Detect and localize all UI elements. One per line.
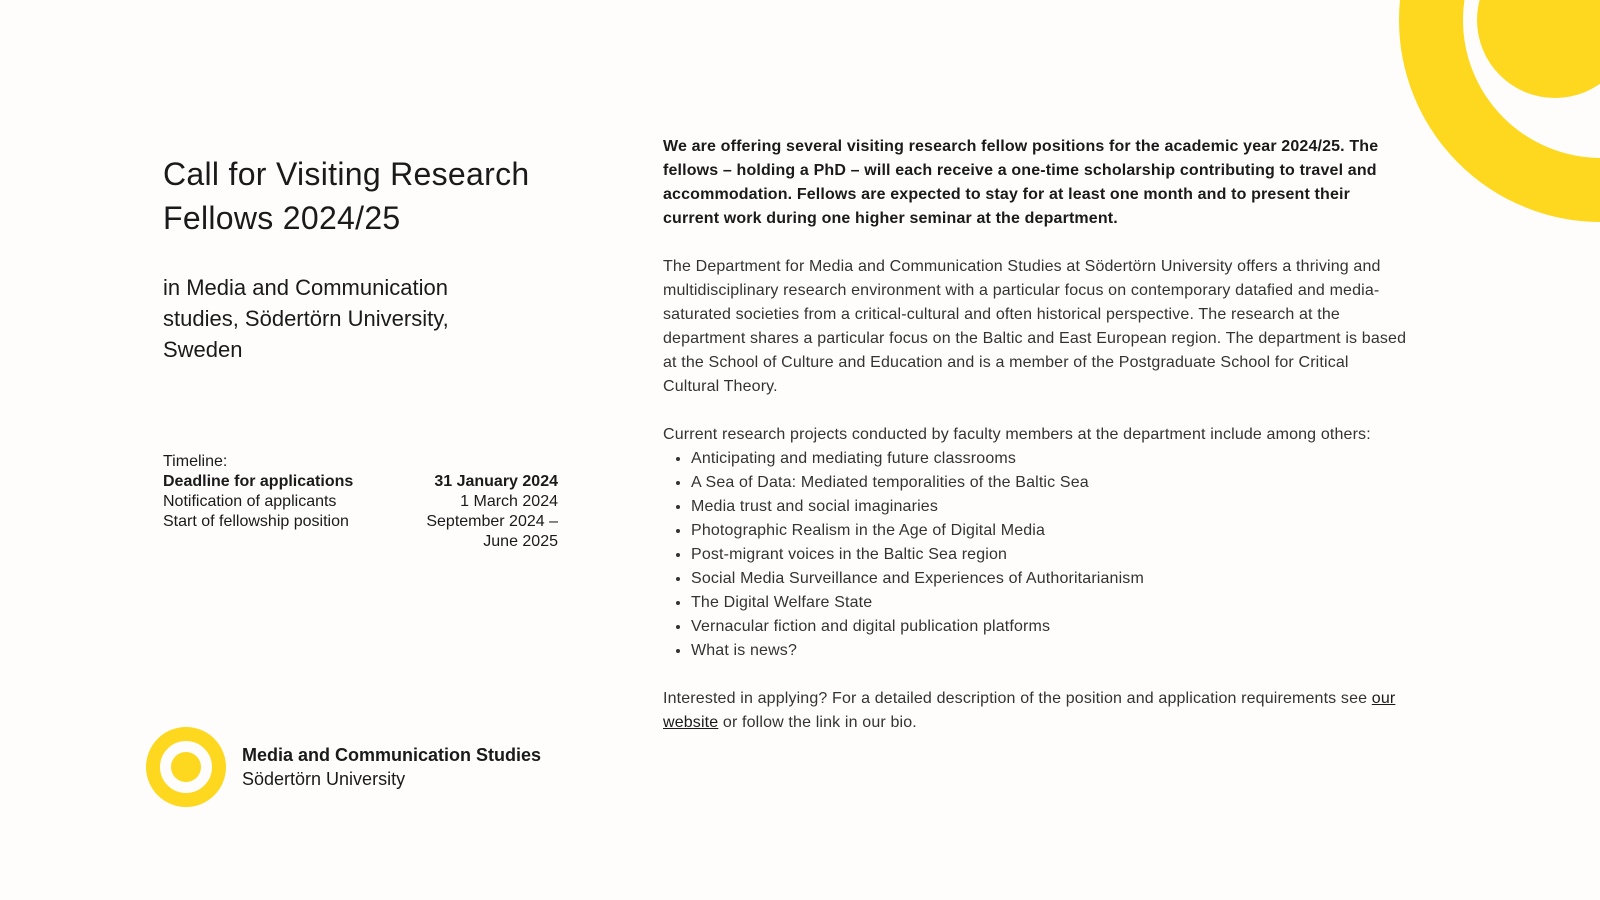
apply-text-before: Interested in applying? For a detailed description of the position and application requirements see bbox=[663, 690, 1372, 707]
logo-ring-icon bbox=[146, 727, 226, 807]
timeline-date: 31 January 2024 bbox=[434, 473, 558, 490]
timeline-date: September 2024 – June 2025 bbox=[426, 513, 558, 550]
apply-text-after: or follow the link in our bio. bbox=[718, 714, 917, 731]
university-logo bbox=[146, 727, 541, 807]
list-item: • What is news? bbox=[691, 639, 1408, 663]
list-item: • Media trust and social imaginaries bbox=[691, 495, 1408, 519]
website-link[interactable]: our website bbox=[663, 690, 1396, 731]
timeline-date: 1 March 2024 bbox=[460, 493, 558, 510]
list-item: • Post-migrant voices in the Baltic Sea region bbox=[691, 543, 1408, 567]
description-paragraph: The Department for Media and Communication Studies at Södertörn University offers a thriving and multidisciplinary research environment with a particular focus on contemporary datafied and media-saturated societies from a critical-cultural and often historical perspective. The research at the department shares a particular focus on the Baltic and East European region. The department is based at the School of Culture and Education and is a member of the Postgraduate School for Critical Cultural Theory. bbox=[663, 258, 1407, 395]
intro-paragraph: We are offering several visiting research fellow positions for the academic year 2024/25. The fellows – holding a PhD – will each receive a one-time scholarship contributing to travel and accommodation. Fellows are expected to stay for at least one month and to present their current work during one higher seminar at the department. bbox=[663, 138, 1379, 227]
logo-university: Södertörn University bbox=[242, 769, 406, 789]
inner-dot bbox=[1477, 0, 1600, 98]
list-item: • Vernacular fiction and digital publication platforms bbox=[691, 615, 1408, 639]
list-item: • A Sea of Data: Mediated temporalities of the Baltic Sea bbox=[691, 471, 1408, 495]
list-item: • Photographic Realism in the Age of Digital Media bbox=[691, 519, 1408, 543]
projects-list bbox=[663, 447, 1408, 663]
timeline-event: Notification of applicants bbox=[163, 493, 337, 510]
outer-ring bbox=[1431, 0, 1600, 190]
list-item: • Anticipating and mediating future classrooms bbox=[691, 447, 1408, 471]
timeline-label: Timeline: bbox=[163, 453, 228, 470]
timeline-row-start bbox=[163, 512, 558, 552]
timeline bbox=[163, 452, 558, 552]
apply-paragraph bbox=[663, 687, 1408, 735]
page-title: Call for Visiting Research Fellows 2024/25 bbox=[163, 156, 530, 236]
timeline-event: Deadline for applications bbox=[163, 473, 354, 490]
timeline-event: Start of fellowship position bbox=[163, 513, 349, 530]
content-column bbox=[663, 135, 1408, 735]
logo-text bbox=[242, 743, 541, 791]
projects-intro: Current research projects conducted by faculty members at the department include among others: bbox=[663, 426, 1371, 443]
list-item: • The Digital Welfare State bbox=[691, 591, 1408, 615]
page-subtitle: in Media and Communication studies, Södertörn University, Sweden bbox=[163, 275, 449, 362]
timeline-row-deadline bbox=[163, 472, 558, 492]
list-item: • Social Media Surveillance and Experiences of Authoritarianism bbox=[691, 567, 1408, 591]
logo-department: Media and Communication Studies bbox=[242, 745, 542, 765]
timeline-row-notification bbox=[163, 492, 558, 512]
